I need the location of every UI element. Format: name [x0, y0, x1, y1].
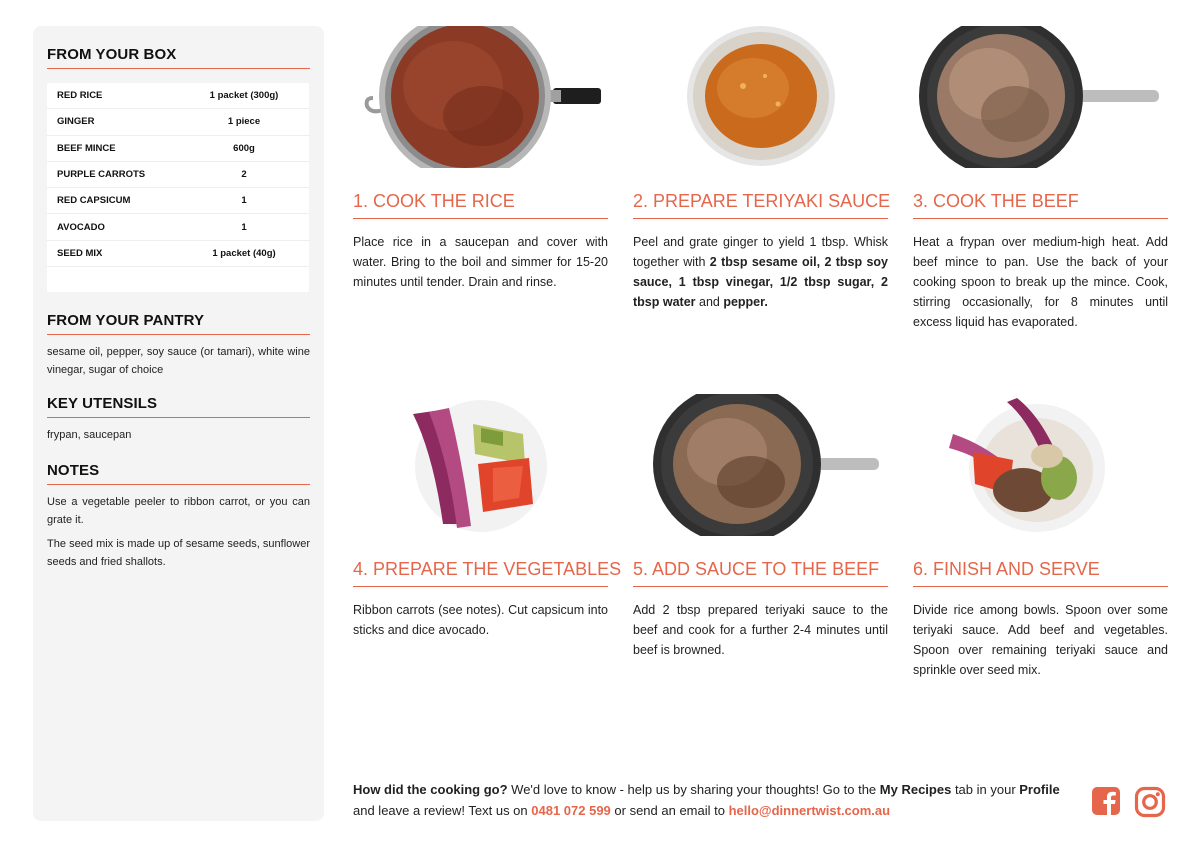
box-ingredient-row [47, 136, 309, 162]
ingredients-sidebar [33, 26, 324, 821]
my-recipes-tab-link[interactable]: My Recipes [879, 782, 952, 797]
feedback-footer [353, 779, 1073, 821]
pantry-text: sesame oil, pepper, soy sauce (or tamari), white wine vinegar, sugar of choice [47, 346, 310, 376]
note-item: The seed mix is made up of sesame seeds, sunflower seeds and fried shallots. [47, 538, 310, 568]
step-title: 1. COOK THE RICE [353, 191, 608, 219]
step-6 [913, 394, 1168, 680]
box-ingredient-row [47, 241, 309, 267]
pantry-section [47, 312, 310, 379]
social-links [1091, 786, 1166, 818]
box-heading: FROM YOUR BOX [47, 46, 310, 69]
vegetables-plate-photo [353, 394, 608, 536]
ingredient-qty: 1 packet (300g) [209, 90, 279, 102]
box-ingredient-row [47, 83, 309, 109]
email-link[interactable]: hello@dinnertwist.com.au [728, 803, 891, 818]
step-body: Ribbon carrots (see notes). Cut capsicum into sticks and dice avocado. [353, 603, 608, 637]
step-title: 2. PREPARE TERIYAKI SAUCE [633, 191, 888, 219]
step-body: Place rice in a saucepan and cover with water. Bring to the boil and simmer for 15-20 minutes until tender. Drain and rinse. [353, 235, 608, 289]
step-title: 5. ADD SAUCE TO THE BEEF [633, 559, 888, 587]
step-body: Heat a frypan over medium-high heat. Add beef mince to pan. Use the back of your cooking spoon to break up the mince. Cook, stirring occasionally, for 8 minutes until excess liquid has evaporated. [913, 235, 1168, 329]
notes-section [47, 462, 310, 571]
step-title: 3. COOK THE BEEF [913, 191, 1168, 219]
step-body-bold: 2 tbsp sesame oil, 2 tbsp soy sauce, 1 tbsp vinegar, 1/2 tbsp sugar, 2 tbsp water [633, 255, 889, 309]
box-ingredient-row [47, 162, 309, 188]
ingredient-qty: 1 [241, 195, 247, 207]
utensils-heading: KEY UTENSILS [47, 395, 310, 418]
step-1 [353, 26, 608, 292]
utensils-section [47, 395, 310, 444]
ingredient-qty: 1 piece [227, 116, 261, 128]
beef-sauce-frypan-photo [633, 394, 888, 536]
ingredient-name: GINGER [57, 116, 95, 128]
ingredient-name: RED RICE [57, 90, 103, 102]
footer-question: How did the cooking go? [353, 782, 508, 797]
instagram-icon[interactable] [1134, 786, 1166, 818]
ingredient-name: BEEF MINCE [57, 142, 116, 154]
footer-text: or send an email to [610, 803, 729, 818]
box-ingredient-row [47, 188, 309, 214]
facebook-icon[interactable] [1091, 786, 1121, 816]
utensils-text: frypan, saucepan [47, 429, 132, 441]
step-body: Divide rice among bowls. Spoon over some teriyaki sauce. Add beef and vegetables. Spoon over remaining teriyaki sauce and sprinkle over seed mix. [913, 603, 1168, 677]
ingredient-name: AVOCADO [57, 221, 105, 233]
box-ingredients-table [47, 83, 309, 292]
step-title: 6. FINISH AND SERVE [913, 559, 1168, 587]
step-body-bold: pepper. [723, 295, 768, 309]
ingredient-qty: 1 [241, 221, 247, 233]
step-body-text: and [695, 295, 724, 309]
box-ingredient-row [47, 214, 309, 240]
step-4 [353, 394, 622, 640]
footer-text: and leave a review! Text us on [353, 803, 532, 818]
notes-heading: NOTES [47, 462, 310, 485]
step-title: 4. PREPARE THE VEGETABLES [353, 559, 608, 587]
step-3 [913, 26, 1168, 332]
step-body-text: Peel and grate ginger to yield 1 tbsp. Whisk together with [633, 235, 888, 269]
phone-link[interactable]: 0481 072 599 [531, 803, 611, 818]
beef-frypan-photo [913, 26, 1168, 168]
notes-text [47, 493, 310, 571]
step-body: Add 2 tbsp prepared teriyaki sauce to the beef and cook for a further 2-4 minutes until beef is browned. [633, 603, 888, 657]
ingredient-qty: 1 packet (40g) [212, 247, 276, 259]
footer-text: tab in your [951, 782, 1020, 797]
step-body [633, 232, 888, 312]
note-item: Use a vegetable peeler to ribbon carrot, or you can grate it. [47, 496, 310, 526]
ingredient-name: SEED MIX [57, 247, 103, 259]
step-5 [633, 394, 888, 660]
ingredient-qty: 600g [233, 142, 255, 154]
teriyaki-sauce-bowl-photo [633, 26, 888, 168]
ingredient-qty: 2 [241, 169, 247, 181]
box-ingredient-row [47, 109, 309, 135]
profile-link[interactable]: Profile [1019, 782, 1060, 797]
ingredient-name: PURPLE CARROTS [57, 169, 146, 181]
ingredient-name: RED CAPSICUM [57, 195, 131, 207]
pantry-heading: FROM YOUR PANTRY [47, 312, 310, 335]
step-2 [633, 26, 891, 312]
footer-text: We'd love to know - help us by sharing your thoughts! Go to the [507, 782, 880, 797]
finished-bowl-photo [913, 394, 1168, 536]
rice-saucepan-photo [353, 26, 608, 168]
